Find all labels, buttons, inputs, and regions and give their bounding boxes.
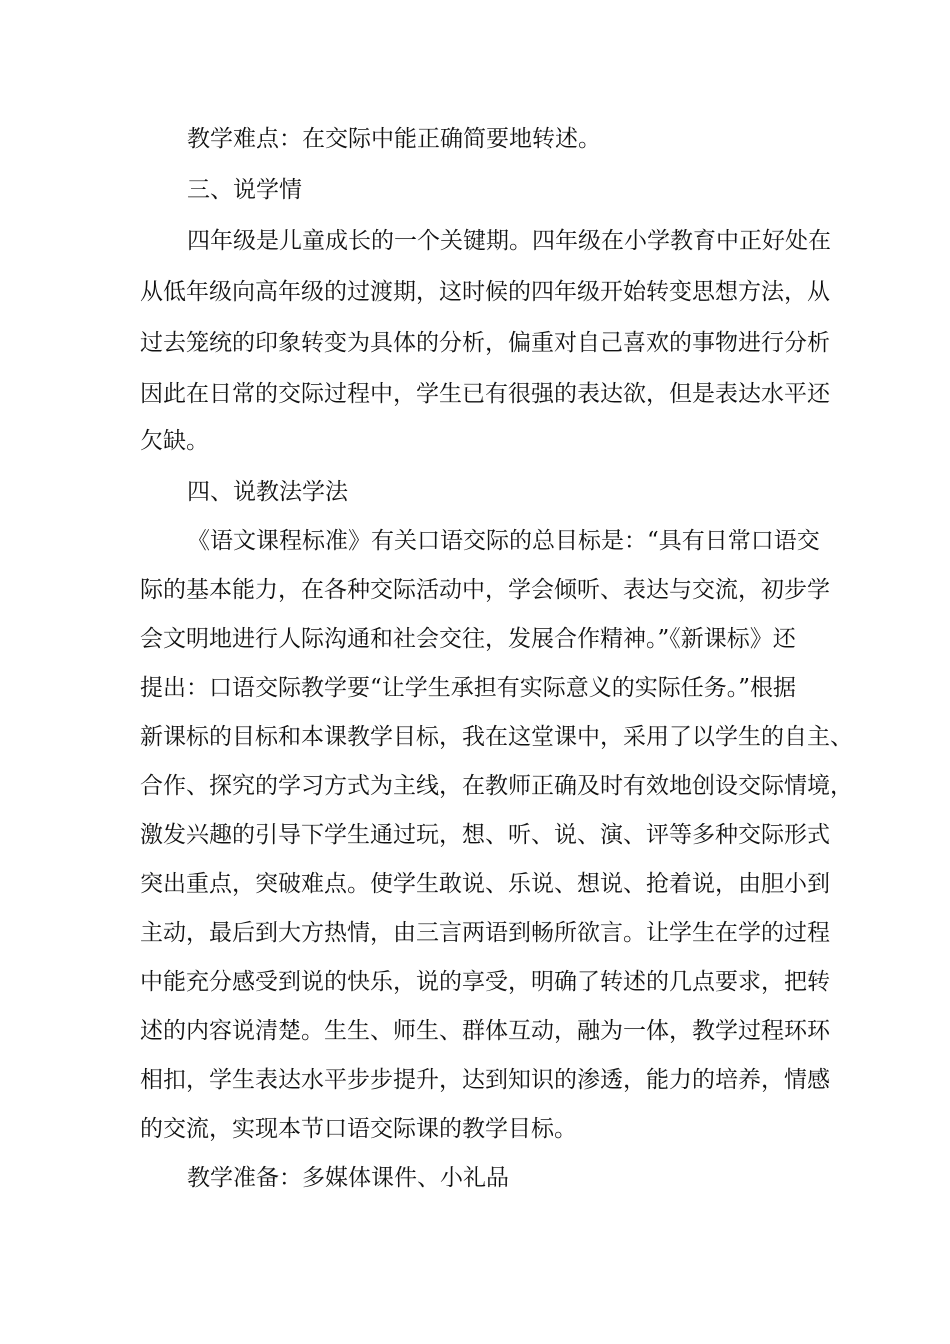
paragraph-line: 从低年级向高年级的过渡期，这时候的四年级开始转变思想方法，从 [140,279,830,305]
paragraph-line: 合作、探究的学习方式为主线，在教师正确及时有效地创设交际情境， [140,773,853,799]
teaching-preparation-line: 教学准备：多媒体课件、小礼品 [187,1165,509,1191]
paragraph-line: 新课标的目标和本课教学目标，我在这堂课中，采用了以学生的自主、 [140,724,853,750]
paragraph-line: 《语文课程标准》有关口语交际的总目标是：“具有日常口语交 [187,528,820,554]
paragraph-line: 主动，最后到大方热情，由三言两语到畅所欲言。让学生在学的过程 [140,920,830,946]
paragraph-line: 述的内容说清楚。生生、师生、群体互动，融为一体，教学过程环环 [140,1018,830,1044]
section-heading-learning-situation: 三、说学情 [187,177,302,203]
paragraph-line: 因此在日常的交际过程中，学生已有很强的表达欲，但是表达水平还 [140,381,830,407]
paragraph-line: 会文明地进行人际沟通和社会交往，发展合作精神。”《新课标》还 [140,626,796,652]
section-heading-teaching-methods: 四、说教法学法 [187,479,348,505]
paragraph-line: 过去笼统的印象转变为具体的分析，偏重对自己喜欢的事物进行分析 [140,330,830,356]
paragraph-line: 的交流，实现本节口语交际课的教学目标。 [140,1116,577,1142]
paragraph-line: 欠缺。 [140,428,209,454]
paragraph-line: 中能充分感受到说的快乐，说的享受，明确了转述的几点要求，把转 [140,969,830,995]
paragraph-line: 突出重点，突破难点。使学生敢说、乐说、想说、抢着说，由胆小到 [140,871,830,897]
paragraph-line: 相扣，学生表达水平步步提升，达到知识的渗透，能力的培养，情感 [140,1067,830,1093]
paragraph-line: 激发兴趣的引导下学生通过玩，想、听、说、演、评等多种交际形式 [140,822,830,848]
paragraph-line: 提出：口语交际教学要“让学生承担有实际意义的实际任务。”根据 [140,675,797,701]
paragraph-line: 四年级是儿童成长的一个关键期。四年级在小学教育中正好处在 [187,228,831,254]
teaching-difficulty-line: 教学难点：在交际中能正确简要地转述。 [187,126,601,152]
paragraph-line: 际的基本能力，在各种交际活动中，学会倾听、表达与交流，初步学 [140,577,830,603]
